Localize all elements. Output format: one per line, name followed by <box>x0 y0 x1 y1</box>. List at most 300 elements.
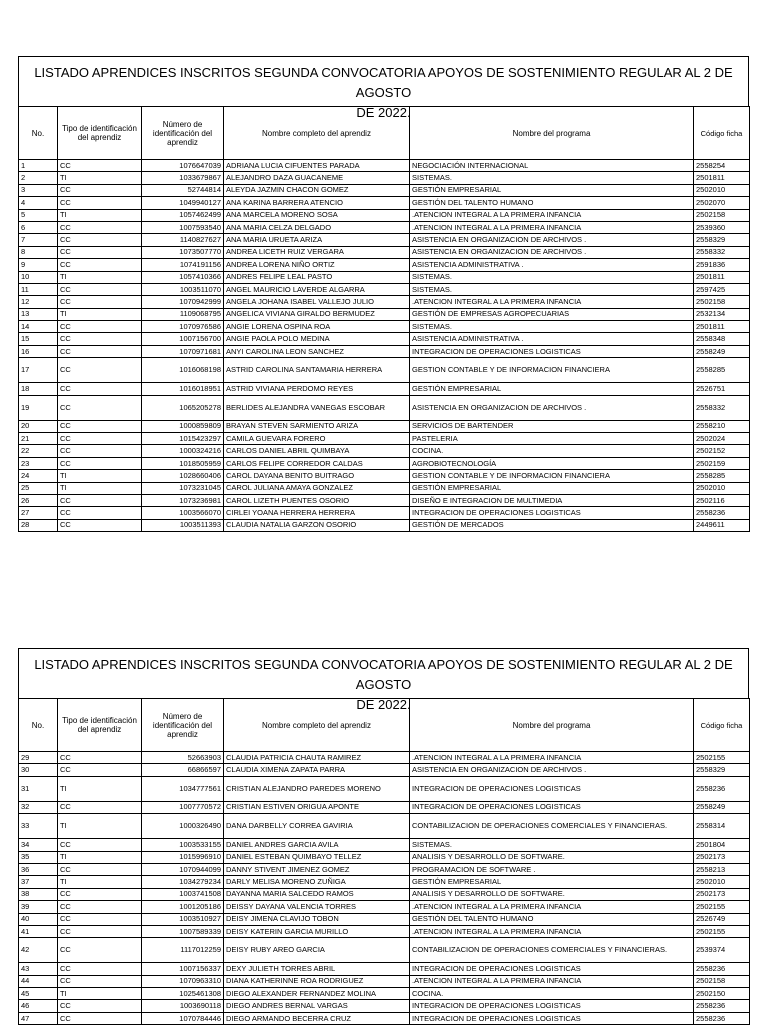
table-row <box>19 308 750 320</box>
cell-id-type: CC <box>58 321 142 333</box>
cell-program: ASISTENCIA ADMINISTRATIVA . <box>410 259 694 271</box>
cell-id-number: 1001205186 <box>142 901 224 913</box>
table-row <box>19 814 750 839</box>
table-row <box>19 296 750 308</box>
roster-table <box>18 106 750 532</box>
cell-id-number: 1140827627 <box>142 234 224 246</box>
cell-no: 17 <box>19 358 58 383</box>
cell-ficha-code: 2558236 <box>694 507 750 519</box>
cell-id-type: CC <box>58 420 142 432</box>
cell-no: 32 <box>19 801 58 813</box>
title-line-1: LISTADO APRENDICES INSCRITOS SEGUNDA CONVOCATORIA APOYOS DE SOSTENIMIENTO REGULAR AL 2 DE AGOSTO <box>34 65 733 100</box>
table-row <box>19 507 750 519</box>
cell-no: 47 <box>19 1012 58 1024</box>
cell-no: 16 <box>19 345 58 357</box>
table-row <box>19 801 750 813</box>
cell-id-number: 1000326490 <box>142 814 224 839</box>
title-line-1: LISTADO APRENDICES INSCRITOS SEGUNDA CONVOCATORIA APOYOS DE SOSTENIMIENTO REGULAR AL 2 DE AGOSTO <box>34 657 733 692</box>
cell-no: 6 <box>19 221 58 233</box>
cell-id-number: 1016068198 <box>142 358 224 383</box>
cell-full-name: DANIEL ESTEBAN QUIMBAYO TELLEZ <box>224 851 410 863</box>
cell-ficha-code: 2558210 <box>694 420 750 432</box>
cell-full-name: CAMILA GUEVARA FORERO <box>224 433 410 445</box>
table-row <box>19 445 750 457</box>
header-no: No. <box>19 107 58 160</box>
cell-no: 34 <box>19 839 58 851</box>
cell-full-name: DEISY RUBY AREO GARCIA <box>224 938 410 963</box>
cell-ficha-code: 2449611 <box>694 519 750 531</box>
cell-program: SISTEMAS. <box>410 321 694 333</box>
cell-program: INTEGRACION DE OPERACIONES LOGISTICAS <box>410 1012 694 1024</box>
table-row <box>19 259 750 271</box>
cell-id-type: CC <box>58 863 142 875</box>
cell-id-number: 1003511070 <box>142 283 224 295</box>
cell-ficha-code: 2539360 <box>694 221 750 233</box>
table-row <box>19 383 750 395</box>
cell-program: .ATENCION INTEGRAL A LA PRIMERA INFANCIA <box>410 221 694 233</box>
cell-id-number: 1007770572 <box>142 801 224 813</box>
cell-id-number: 1070784446 <box>142 1012 224 1024</box>
cell-id-number: 1018505959 <box>142 457 224 469</box>
cell-no: 30 <box>19 764 58 776</box>
cell-full-name: DIEGO ALEXANDER FERNANDEZ MOLINA <box>224 988 410 1000</box>
cell-program: .ATENCION INTEGRAL A LA PRIMERA INFANCIA <box>410 925 694 937</box>
cell-id-number: 1015423297 <box>142 433 224 445</box>
cell-no: 22 <box>19 445 58 457</box>
table-row <box>19 333 750 345</box>
table-row <box>19 345 750 357</box>
cell-program: .ATENCION INTEGRAL A LA PRIMERA INFANCIA <box>410 752 694 764</box>
cell-full-name: DEISY KATERIN GARCIA MURILLO <box>224 925 410 937</box>
cell-ficha-code: 2502150 <box>694 988 750 1000</box>
cell-program: SERVICIOS DE BARTENDER <box>410 420 694 432</box>
cell-id-number: 1073231045 <box>142 482 224 494</box>
header-id-number: Número de identificación del aprendiz <box>142 699 224 752</box>
cell-full-name: ANA MARIA CELZA DELGADO <box>224 221 410 233</box>
cell-program: ANALISIS Y DESARROLLO DE SOFTWARE. <box>410 851 694 863</box>
cell-program: INTEGRACION DE OPERACIONES LOGISTICAS <box>410 345 694 357</box>
cell-program: INTEGRACION DE OPERACIONES LOGISTICAS <box>410 507 694 519</box>
cell-no: 4 <box>19 197 58 209</box>
cell-ficha-code: 2558236 <box>694 1000 750 1012</box>
cell-id-type: CC <box>58 184 142 196</box>
cell-program: INTEGRACION DE OPERACIONES LOGISTICAS <box>410 1000 694 1012</box>
cell-full-name: CARLOS DANIEL ABRIL QUIMBAYA <box>224 445 410 457</box>
cell-id-number: 1070944099 <box>142 863 224 875</box>
cell-id-type: CC <box>58 925 142 937</box>
table-row <box>19 197 750 209</box>
cell-id-type: CC <box>58 296 142 308</box>
cell-id-type: TI <box>58 308 142 320</box>
cell-id-type: CC <box>58 433 142 445</box>
cell-ficha-code: 2526749 <box>694 913 750 925</box>
table-row <box>19 494 750 506</box>
cell-ficha-code: 2502173 <box>694 888 750 900</box>
cell-program: INTEGRACION DE OPERACIONES LOGISTICAS <box>410 801 694 813</box>
cell-id-type: CC <box>58 358 142 383</box>
roster-sheet-2 <box>18 648 749 1025</box>
cell-program: AGROBIOTECNOLOGÍA <box>410 457 694 469</box>
cell-id-number: 1007589339 <box>142 925 224 937</box>
cell-full-name: ANDREA LORENA NIÑO ORTIZ <box>224 259 410 271</box>
cell-ficha-code: 2502155 <box>694 752 750 764</box>
cell-program: ASISTENCIA EN ORGANIZACION DE ARCHIVOS . <box>410 234 694 246</box>
cell-id-number: 1070963310 <box>142 975 224 987</box>
cell-full-name: DANIEL ANDRES GARCIA AVILA <box>224 839 410 851</box>
cell-ficha-code: 2558285 <box>694 358 750 383</box>
cell-full-name: CLAUDIA NATALIA GARZON OSORIO <box>224 519 410 531</box>
cell-id-number: 1000859809 <box>142 420 224 432</box>
cell-full-name: ANA KARINA BARRERA ATENCIO <box>224 197 410 209</box>
cell-program: SISTEMAS. <box>410 271 694 283</box>
cell-id-type: CC <box>58 507 142 519</box>
cell-full-name: ANGELA JOHANA ISABEL VALLEJO JULIO <box>224 296 410 308</box>
cell-id-number: 1049940127 <box>142 197 224 209</box>
cell-id-type: CC <box>58 246 142 258</box>
cell-id-type: CC <box>58 345 142 357</box>
cell-ficha-code: 2501804 <box>694 839 750 851</box>
cell-id-number: 1007156337 <box>142 963 224 975</box>
cell-ficha-code: 2558236 <box>694 1012 750 1024</box>
cell-ficha-code: 2558285 <box>694 470 750 482</box>
cell-full-name: ADRIANA LUCIA CIFUENTES PARADA <box>224 160 410 172</box>
cell-id-type: TI <box>58 776 142 801</box>
table-row <box>19 184 750 196</box>
header-program: Nombre del programa <box>410 699 694 752</box>
header-id-type: Tipo de identificación del aprendiz <box>58 107 142 160</box>
cell-no: 24 <box>19 470 58 482</box>
header-ficha-code: Código ficha <box>694 699 750 752</box>
cell-full-name: CIRLEI YOANA HERRERA HERRERA <box>224 507 410 519</box>
cell-id-number: 1070942999 <box>142 296 224 308</box>
cell-id-type: CC <box>58 234 142 246</box>
cell-full-name: ANGIE LORENA OSPINA ROA <box>224 321 410 333</box>
cell-ficha-code: 2502116 <box>694 494 750 506</box>
cell-program: ASISTENCIA EN ORGANIZACION DE ARCHIVOS . <box>410 395 694 420</box>
cell-program: ANALISIS Y DESARROLLO DE SOFTWARE. <box>410 888 694 900</box>
cell-ficha-code: 2502152 <box>694 445 750 457</box>
cell-id-type: CC <box>58 938 142 963</box>
cell-id-number: 1070976586 <box>142 321 224 333</box>
cell-full-name: ANGELICA VIVIANA GIRALDO BERMUDEZ <box>224 308 410 320</box>
cell-id-number: 1057410366 <box>142 271 224 283</box>
cell-program: .ATENCION INTEGRAL A LA PRIMERA INFANCIA <box>410 975 694 987</box>
cell-ficha-code: 2532134 <box>694 308 750 320</box>
cell-id-type: CC <box>58 1012 142 1024</box>
header-ficha-code: Código ficha <box>694 107 750 160</box>
table-row <box>19 925 750 937</box>
cell-full-name: CLAUDIA PATRICIA CHAUTA RAMIREZ <box>224 752 410 764</box>
cell-id-type: CC <box>58 259 142 271</box>
cell-ficha-code: 2558314 <box>694 814 750 839</box>
cell-id-number: 1003533155 <box>142 839 224 851</box>
cell-program: COCINA. <box>410 988 694 1000</box>
cell-id-type: CC <box>58 494 142 506</box>
cell-id-type: TI <box>58 851 142 863</box>
cell-no: 2 <box>19 172 58 184</box>
table-row <box>19 482 750 494</box>
table-row <box>19 1000 750 1012</box>
cell-id-type: CC <box>58 963 142 975</box>
cell-program: GESTIÓN DE MERCADOS <box>410 519 694 531</box>
cell-no: 44 <box>19 975 58 987</box>
table-row <box>19 420 750 432</box>
cell-full-name: CLAUDIA XIMENA ZAPATA PARRA <box>224 764 410 776</box>
cell-no: 15 <box>19 333 58 345</box>
cell-no: 31 <box>19 776 58 801</box>
table-row <box>19 988 750 1000</box>
cell-program: CONTABILIZACION DE OPERACIONES COMERCIALES Y FINANCIERAS. <box>410 814 694 839</box>
cell-ficha-code: 2502159 <box>694 457 750 469</box>
cell-full-name: ASTRID VIVIANA PERDOMO REYES <box>224 383 410 395</box>
cell-id-number: 1007156700 <box>142 333 224 345</box>
sheet-title <box>18 56 749 120</box>
cell-full-name: ASTRID CAROLINA SANTAMARIA HERRERA <box>224 358 410 383</box>
cell-full-name: ANA MARIA URUETA ARIZA <box>224 234 410 246</box>
cell-full-name: DEISSY DAYANA VALENCIA TORRES <box>224 901 410 913</box>
cell-full-name: ANGEL MAURICIO LAVERDE ALGARRA <box>224 283 410 295</box>
cell-full-name: DIEGO ARMANDO BECERRA CRUZ <box>224 1012 410 1024</box>
table-row <box>19 752 750 764</box>
header-full-name: Nombre completo del aprendiz <box>224 107 410 160</box>
cell-program: INTEGRACION DE OPERACIONES LOGISTICAS <box>410 963 694 975</box>
cell-no: 1 <box>19 160 58 172</box>
cell-id-type: CC <box>58 888 142 900</box>
cell-ficha-code: 2558329 <box>694 234 750 246</box>
cell-no: 29 <box>19 752 58 764</box>
table-row <box>19 1012 750 1024</box>
cell-ficha-code: 2502158 <box>694 209 750 221</box>
table-row <box>19 470 750 482</box>
cell-id-type: CC <box>58 913 142 925</box>
cell-ficha-code: 2526751 <box>694 383 750 395</box>
cell-program: GESTION CONTABLE Y DE INFORMACION FINANCIERA <box>410 358 694 383</box>
roster-sheet-1 <box>18 56 749 532</box>
cell-full-name: DARLY MELISA MORENO ZUÑIGA <box>224 876 410 888</box>
cell-no: 35 <box>19 851 58 863</box>
title-line-2: DE 2022. <box>356 105 411 120</box>
table-row <box>19 395 750 420</box>
cell-id-type: CC <box>58 764 142 776</box>
cell-program: GESTIÓN EMPRESARIAL <box>410 876 694 888</box>
table-row <box>19 172 750 184</box>
table-row <box>19 457 750 469</box>
table-row <box>19 888 750 900</box>
cell-program: GESTIÓN DEL TALENTO HUMANO <box>410 913 694 925</box>
cell-program: INTEGRACION DE OPERACIONES LOGISTICAS <box>410 776 694 801</box>
cell-program: .ATENCION INTEGRAL A LA PRIMERA INFANCIA <box>410 901 694 913</box>
title-line-2: DE 2022. <box>356 697 411 712</box>
sheet-title <box>18 648 749 712</box>
cell-id-type: TI <box>58 814 142 839</box>
table-row <box>19 839 750 851</box>
cell-id-number: 1015996910 <box>142 851 224 863</box>
cell-ficha-code: 2558249 <box>694 345 750 357</box>
cell-id-number: 52663903 <box>142 752 224 764</box>
cell-no: 26 <box>19 494 58 506</box>
cell-program: .ATENCION INTEGRAL A LA PRIMERA INFANCIA <box>410 209 694 221</box>
cell-no: 7 <box>19 234 58 246</box>
cell-full-name: CAROL JULIANA AMAYA GONZALEZ <box>224 482 410 494</box>
cell-id-type: CC <box>58 1000 142 1012</box>
cell-id-number: 1025461308 <box>142 988 224 1000</box>
cell-no: 12 <box>19 296 58 308</box>
cell-id-type: CC <box>58 975 142 987</box>
cell-ficha-code: 2501811 <box>694 271 750 283</box>
cell-no: 9 <box>19 259 58 271</box>
cell-no: 36 <box>19 863 58 875</box>
table-row <box>19 901 750 913</box>
cell-ficha-code: 2502010 <box>694 184 750 196</box>
cell-ficha-code: 2502024 <box>694 433 750 445</box>
cell-id-number: 1003510927 <box>142 913 224 925</box>
cell-id-type: CC <box>58 801 142 813</box>
cell-id-type: TI <box>58 209 142 221</box>
cell-ficha-code: 2502155 <box>694 925 750 937</box>
cell-ficha-code: 2597425 <box>694 283 750 295</box>
cell-no: 37 <box>19 876 58 888</box>
cell-id-number: 1117012259 <box>142 938 224 963</box>
cell-no: 45 <box>19 988 58 1000</box>
cell-ficha-code: 2558236 <box>694 963 750 975</box>
table-row <box>19 851 750 863</box>
table-row <box>19 963 750 975</box>
cell-full-name: DIEGO ANDRES BERNAL VARGAS <box>224 1000 410 1012</box>
table-row <box>19 519 750 531</box>
cell-no: 23 <box>19 457 58 469</box>
cell-id-number: 1109068795 <box>142 308 224 320</box>
cell-id-number: 52744814 <box>142 184 224 196</box>
cell-full-name: DEISY JIMENA CLAVIJO TOBON <box>224 913 410 925</box>
cell-ficha-code: 2558236 <box>694 776 750 801</box>
table-row <box>19 160 750 172</box>
roster-body <box>19 752 750 1025</box>
table-row <box>19 358 750 383</box>
table-row <box>19 221 750 233</box>
cell-full-name: ALEJANDRO DAZA GUACANEME <box>224 172 410 184</box>
cell-full-name: CRISTIAN ESTIVEN ORIGUA APONTE <box>224 801 410 813</box>
cell-id-number: 1074191156 <box>142 259 224 271</box>
cell-ficha-code: 2558332 <box>694 395 750 420</box>
cell-id-type: TI <box>58 172 142 184</box>
cell-program: GESTIÓN EMPRESARIAL <box>410 184 694 196</box>
cell-ficha-code: 2501811 <box>694 172 750 184</box>
cell-id-type: TI <box>58 876 142 888</box>
cell-full-name: BRAYAN STEVEN SARMIENTO ARIZA <box>224 420 410 432</box>
cell-full-name: DEXY JULIETH TORRES ABRIL <box>224 963 410 975</box>
cell-id-number: 1003511393 <box>142 519 224 531</box>
cell-ficha-code: 2558332 <box>694 246 750 258</box>
cell-id-number: 1065205278 <box>142 395 224 420</box>
cell-id-number: 1070971681 <box>142 345 224 357</box>
cell-ficha-code: 2539374 <box>694 938 750 963</box>
cell-full-name: ANYI CAROLINA LEON SANCHEZ <box>224 345 410 357</box>
cell-no: 8 <box>19 246 58 258</box>
cell-full-name: BERLIDES ALEJANDRA VANEGAS ESCOBAR <box>224 395 410 420</box>
cell-no: 19 <box>19 395 58 420</box>
cell-id-number: 1073236981 <box>142 494 224 506</box>
cell-id-type: CC <box>58 383 142 395</box>
table-row <box>19 876 750 888</box>
cell-program: NEGOCIACIÓN INTERNACIONAL <box>410 160 694 172</box>
cell-program: .ATENCION INTEGRAL A LA PRIMERA INFANCIA <box>410 296 694 308</box>
cell-id-number: 1073507770 <box>142 246 224 258</box>
table-row <box>19 321 750 333</box>
cell-program: ASISTENCIA ADMINISTRATIVA . <box>410 333 694 345</box>
cell-no: 42 <box>19 938 58 963</box>
cell-full-name: CAROL DAYANA BENITO BUITRAGO <box>224 470 410 482</box>
header-no: No. <box>19 699 58 752</box>
cell-program: SISTEMAS. <box>410 839 694 851</box>
cell-full-name: DANA DARBELLY CORREA GAVIRIA <box>224 814 410 839</box>
cell-no: 28 <box>19 519 58 531</box>
table-row <box>19 913 750 925</box>
cell-id-type: CC <box>58 221 142 233</box>
cell-program: SISTEMAS. <box>410 283 694 295</box>
cell-program: GESTIÓN DEL TALENTO HUMANO <box>410 197 694 209</box>
cell-id-type: TI <box>58 482 142 494</box>
cell-no: 38 <box>19 888 58 900</box>
cell-no: 33 <box>19 814 58 839</box>
cell-ficha-code: 2558254 <box>694 160 750 172</box>
cell-ficha-code: 2502173 <box>694 851 750 863</box>
cell-ficha-code: 2558348 <box>694 333 750 345</box>
cell-full-name: ANGIE PAOLA POLO MEDINA <box>224 333 410 345</box>
cell-id-type: CC <box>58 283 142 295</box>
cell-id-number: 1033679867 <box>142 172 224 184</box>
table-row <box>19 975 750 987</box>
table-row <box>19 863 750 875</box>
cell-program: GESTION CONTABLE Y DE INFORMACION FINANCIERA <box>410 470 694 482</box>
cell-program: ASISTENCIA EN ORGANIZACION DE ARCHIVOS . <box>410 764 694 776</box>
cell-id-number: 1057462499 <box>142 209 224 221</box>
cell-id-type: CC <box>58 197 142 209</box>
cell-id-type: CC <box>58 752 142 764</box>
cell-no: 43 <box>19 963 58 975</box>
cell-ficha-code: 2502070 <box>694 197 750 209</box>
table-row <box>19 433 750 445</box>
cell-id-number: 1003566070 <box>142 507 224 519</box>
table-row <box>19 776 750 801</box>
header-id-type: Tipo de identificación del aprendiz <box>58 699 142 752</box>
header-full-name: Nombre completo del aprendiz <box>224 699 410 752</box>
cell-program: GESTIÓN EMPRESARIAL <box>410 383 694 395</box>
cell-no: 11 <box>19 283 58 295</box>
cell-no: 21 <box>19 433 58 445</box>
cell-program: PROGRAMACION DE SOFTWARE . <box>410 863 694 875</box>
cell-id-type: CC <box>58 445 142 457</box>
cell-ficha-code: 2558249 <box>694 801 750 813</box>
cell-program: DISEÑO E INTEGRACION DE MULTIMEDIA <box>410 494 694 506</box>
cell-ficha-code: 2502158 <box>694 975 750 987</box>
cell-id-number: 1076647039 <box>142 160 224 172</box>
cell-id-type: CC <box>58 395 142 420</box>
cell-id-type: TI <box>58 988 142 1000</box>
cell-full-name: DANNY STIVENT JIMENEZ GOMEZ <box>224 863 410 875</box>
cell-full-name: CARLOS FELIPE CORREDOR CALDAS <box>224 457 410 469</box>
cell-full-name: CRISTIAN ALEJANDRO PAREDES MORENO <box>224 776 410 801</box>
cell-no: 13 <box>19 308 58 320</box>
cell-full-name: DAYANNA MARIA SALCEDO RAMOS <box>224 888 410 900</box>
cell-id-type: CC <box>58 519 142 531</box>
cell-id-type: TI <box>58 271 142 283</box>
cell-no: 5 <box>19 209 58 221</box>
cell-no: 27 <box>19 507 58 519</box>
roster-body <box>19 160 750 532</box>
cell-full-name: ANDREA LICETH RUIZ VERGARA <box>224 246 410 258</box>
cell-no: 41 <box>19 925 58 937</box>
cell-id-number: 1034777561 <box>142 776 224 801</box>
